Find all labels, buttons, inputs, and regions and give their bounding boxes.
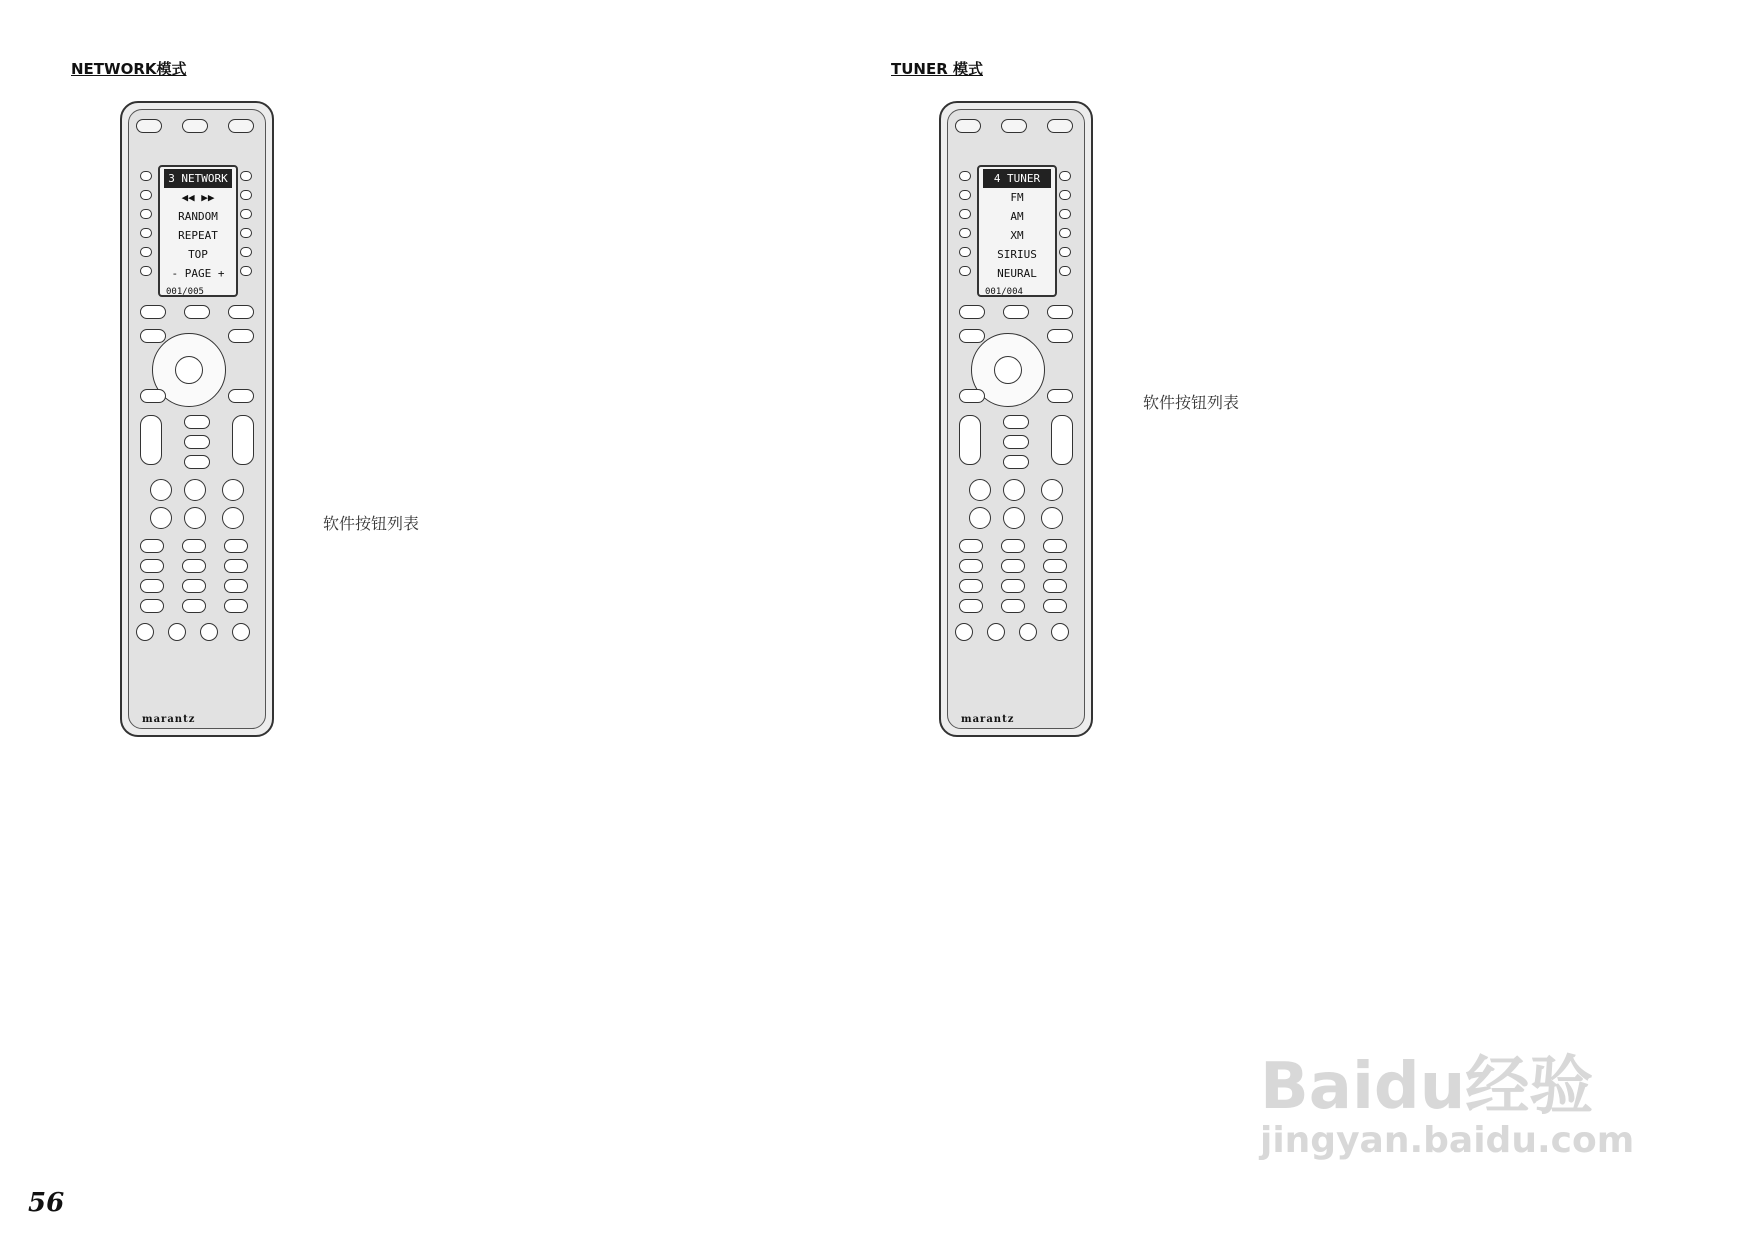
soft-button-right-4[interactable]: [240, 228, 252, 238]
play-button[interactable]: [184, 479, 206, 501]
soft-button-right-6[interactable]: [1059, 266, 1071, 276]
stop-button[interactable]: [1003, 507, 1025, 529]
brand-logo: marantz: [961, 714, 1015, 725]
soft-button-left-6[interactable]: [140, 266, 152, 276]
number-key[interactable]: [1001, 579, 1025, 593]
scroll-left-button[interactable]: [959, 305, 985, 319]
soft-button-left-6[interactable]: [959, 266, 971, 276]
stop-button[interactable]: [184, 507, 206, 529]
number-key[interactable]: [1043, 539, 1067, 553]
menu-button[interactable]: [959, 389, 985, 403]
network-title: NETWORK模式: [71, 60, 187, 78]
color-key-2[interactable]: [168, 623, 186, 641]
number-key[interactable]: [959, 579, 983, 593]
record-button[interactable]: [969, 507, 991, 529]
lcd-line: REPEAT: [178, 229, 218, 242]
lcd-screen: [977, 165, 1057, 297]
lcd-line: 001/004: [985, 287, 1023, 297]
soft-button-left-1[interactable]: [959, 171, 971, 181]
number-key[interactable]: [224, 599, 248, 613]
tuner-soft-caption: 软件按钮列表: [1143, 393, 1240, 412]
lcd-line: 001/005: [166, 287, 204, 297]
color-key-2[interactable]: [987, 623, 1005, 641]
soft-button-right-4[interactable]: [1059, 228, 1071, 238]
scroll-right-button[interactable]: [1047, 305, 1073, 319]
info-button[interactable]: [228, 329, 254, 343]
lcd-line: RANDOM: [178, 210, 218, 223]
lcd-line: FM: [1010, 191, 1024, 204]
channel-rocker[interactable]: [959, 415, 981, 465]
lcd-line: - PAGE +: [171, 267, 225, 280]
guide-button[interactable]: [140, 329, 166, 343]
scroll-right-button[interactable]: [228, 305, 254, 319]
number-key[interactable]: [1043, 599, 1067, 613]
lcd-line: AM: [1010, 210, 1024, 223]
volume-rocker[interactable]: [232, 415, 254, 465]
number-key[interactable]: [1043, 579, 1067, 593]
prev-track-button[interactable]: [150, 479, 172, 501]
network-soft-caption: 软件按钮列表: [323, 514, 420, 533]
soft-button-left-5[interactable]: [140, 247, 152, 257]
soft-button-right-2[interactable]: [240, 190, 252, 200]
brand-logo: marantz: [142, 714, 196, 725]
pause-button[interactable]: [1041, 507, 1063, 529]
number-key[interactable]: [1001, 539, 1025, 553]
on-button[interactable]: [1047, 119, 1073, 133]
next-track-button[interactable]: [1041, 479, 1063, 501]
enter-button[interactable]: [175, 356, 203, 384]
on-off-button[interactable]: [1001, 119, 1027, 133]
color-key-4[interactable]: [1051, 623, 1069, 641]
number-key[interactable]: [1043, 559, 1067, 573]
soft-button-left-3[interactable]: [959, 209, 971, 219]
input-button[interactable]: [184, 435, 210, 449]
color-key-3[interactable]: [200, 623, 218, 641]
exit-button[interactable]: [228, 389, 254, 403]
soft-button-left-3[interactable]: [140, 209, 152, 219]
home-button[interactable]: [1003, 305, 1029, 319]
lcd-line: ◀◀ ▶▶: [181, 191, 215, 204]
color-key-1[interactable]: [136, 623, 154, 641]
soft-button-right-5[interactable]: [240, 247, 252, 257]
off-button[interactable]: [136, 119, 162, 133]
channel-rocker[interactable]: [140, 415, 162, 465]
soft-button-right-2[interactable]: [1059, 190, 1071, 200]
scroll-left-button[interactable]: [140, 305, 166, 319]
lcd-line: 3 NETWORK: [164, 169, 232, 188]
lcd-line: SIRIUS: [997, 248, 1037, 261]
network-remote-illustration: [120, 101, 274, 737]
number-key[interactable]: [224, 579, 248, 593]
tuner-remote-illustration: [939, 101, 1093, 737]
number-key[interactable]: [1001, 559, 1025, 573]
soft-button-right-5[interactable]: [1059, 247, 1071, 257]
number-key[interactable]: [140, 579, 164, 593]
color-key-4[interactable]: [232, 623, 250, 641]
record-button[interactable]: [150, 507, 172, 529]
number-key[interactable]: [182, 559, 206, 573]
play-button[interactable]: [1003, 479, 1025, 501]
soft-button-right-6[interactable]: [240, 266, 252, 276]
lcd-line: NEURAL: [997, 267, 1037, 280]
page-number: 56: [28, 1188, 65, 1218]
baidu-watermark-url: jingyan.baidu.com: [1260, 1120, 1635, 1161]
pause-button[interactable]: [222, 507, 244, 529]
home-button[interactable]: [184, 305, 210, 319]
number-key[interactable]: [959, 599, 983, 613]
number-key[interactable]: [224, 559, 248, 573]
on-off-button[interactable]: [182, 119, 208, 133]
volume-rocker[interactable]: [1051, 415, 1073, 465]
lcd-line: 4 TUNER: [983, 169, 1051, 188]
number-key[interactable]: [182, 539, 206, 553]
guide-button[interactable]: [959, 329, 985, 343]
soft-button-left-2[interactable]: [140, 190, 152, 200]
prev-button[interactable]: [184, 455, 210, 469]
baidu-watermark-logo: Baidu经验: [1260, 1050, 1594, 1124]
input-button[interactable]: [1003, 435, 1029, 449]
soft-button-right-1[interactable]: [1059, 171, 1071, 181]
number-key[interactable]: [182, 579, 206, 593]
color-key-3[interactable]: [1019, 623, 1037, 641]
tuner-title: TUNER 模式: [891, 60, 983, 78]
soft-button-right-3[interactable]: [1059, 209, 1071, 219]
menu-button[interactable]: [140, 389, 166, 403]
lcd-line: XM: [1010, 229, 1024, 242]
info-button[interactable]: [1047, 329, 1073, 343]
number-key[interactable]: [140, 539, 164, 553]
soft-button-left-4[interactable]: [140, 228, 152, 238]
number-key[interactable]: [140, 599, 164, 613]
number-key[interactable]: [140, 559, 164, 573]
soft-button-left-2[interactable]: [959, 190, 971, 200]
enter-button[interactable]: [994, 356, 1022, 384]
number-key[interactable]: [182, 599, 206, 613]
soft-button-right-1[interactable]: [240, 171, 252, 181]
soft-button-left-4[interactable]: [959, 228, 971, 238]
lcd-line: TOP: [188, 248, 208, 261]
soft-button-left-5[interactable]: [959, 247, 971, 257]
prev-track-button[interactable]: [969, 479, 991, 501]
color-key-1[interactable]: [955, 623, 973, 641]
number-key[interactable]: [959, 559, 983, 573]
mute-button[interactable]: [1003, 415, 1029, 429]
number-key[interactable]: [224, 539, 248, 553]
prev-button[interactable]: [1003, 455, 1029, 469]
exit-button[interactable]: [1047, 389, 1073, 403]
lcd-screen: [158, 165, 238, 297]
soft-button-right-3[interactable]: [240, 209, 252, 219]
next-track-button[interactable]: [222, 479, 244, 501]
number-key[interactable]: [959, 539, 983, 553]
off-button[interactable]: [955, 119, 981, 133]
soft-button-left-1[interactable]: [140, 171, 152, 181]
number-key[interactable]: [1001, 599, 1025, 613]
on-button[interactable]: [228, 119, 254, 133]
mute-button[interactable]: [184, 415, 210, 429]
